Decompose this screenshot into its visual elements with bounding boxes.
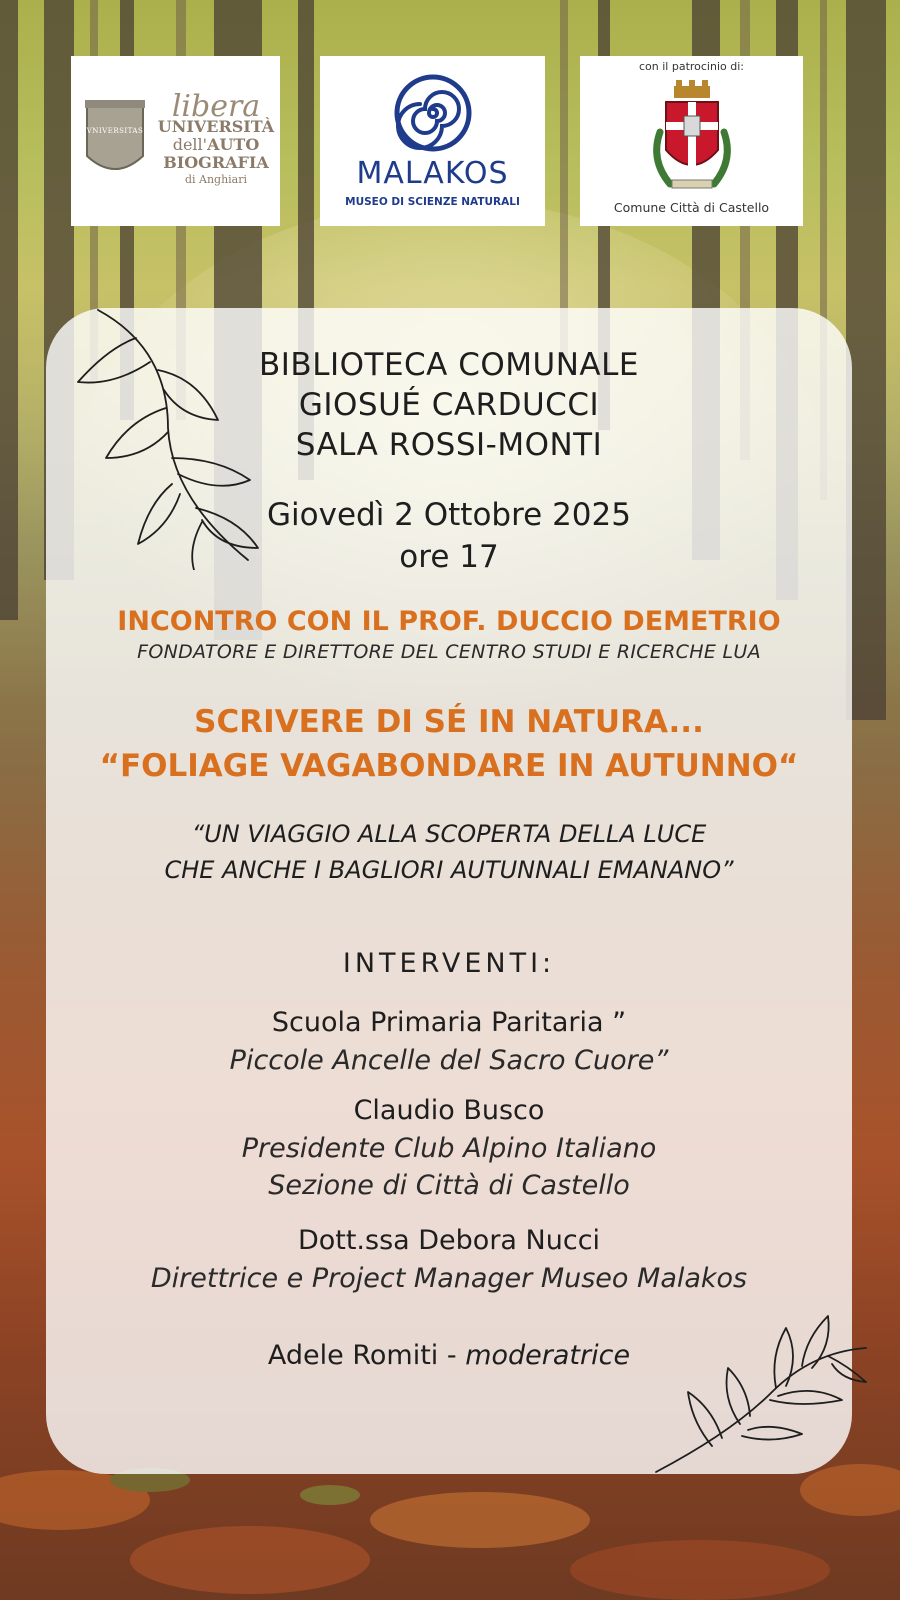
libera-shield-text: VNIVERSITAS xyxy=(86,127,144,135)
venue-line-1: BIBLIOTECA COMUNALE xyxy=(259,347,639,383)
quote-line-1: “UN VIAGGIO ALLA SCOPERTA DELLA LUCE xyxy=(191,820,707,848)
libera-logo-anghiari: di Anghiari xyxy=(184,173,248,186)
intervento-2-role: Presidente Club Alpino Italiano xyxy=(241,1133,657,1164)
comune-logo xyxy=(580,56,803,226)
libera-shield-icon xyxy=(83,98,147,182)
event-title-line-1: SCRIVERE DI SÉ IN NATURA... xyxy=(194,704,704,740)
libera-logo-dell: dell' xyxy=(172,135,208,154)
event-title-line-2: “FOLIAGE VAGABONDARE IN AUTUNNO“ xyxy=(99,748,799,784)
quote-line-2: CHE ANCHE I BAGLIORI AUTUNNALI EMANANO” xyxy=(164,856,734,884)
intervento-3-role: Direttrice e Project Manager Museo Malakos xyxy=(150,1263,748,1294)
intervento-1-role: Piccole Ancelle del Sacro Cuore” xyxy=(229,1045,669,1076)
libera-logo-biografia: BIOGRAFIA xyxy=(163,153,269,172)
moderator-name: Adele Romiti xyxy=(267,1340,439,1371)
libera-logo-universita: UNIVERSITÀ xyxy=(157,117,275,136)
intervento-2-role-2: Sezione di Città di Castello xyxy=(268,1170,630,1201)
leaf-branch-icon xyxy=(652,1312,872,1478)
libera-logo-dellauto xyxy=(157,136,275,154)
libera-universita-logo xyxy=(71,56,280,226)
patrocinio-label: con il patrocinio di: xyxy=(638,60,744,73)
intervento-2-name: Claudio Busco xyxy=(353,1095,545,1126)
comune-name: Comune Città di Castello xyxy=(613,200,770,215)
venue-line-3: SALA ROSSI-MONTI xyxy=(295,427,603,463)
speaker-subtitle: FONDATORE E DIRETTORE DEL CENTRO STUDI E RICERCHE LUA xyxy=(137,641,761,663)
event-date: Giovedì 2 Ottobre 2025 xyxy=(267,497,631,533)
moderator-separator: - xyxy=(438,1340,466,1371)
venue-line-2: GIOSUÉ CARDUCCI xyxy=(298,387,600,423)
intervento-3-name: Dott.ssa Debora Nucci xyxy=(297,1225,601,1256)
spiral-shell-icon xyxy=(392,72,474,154)
libera-logo-auto: AUTO xyxy=(207,135,260,154)
moderator-role: moderatrice xyxy=(465,1340,631,1371)
moderator-line xyxy=(46,1340,852,1371)
city-crest-icon xyxy=(646,80,738,198)
intervento-1-name: Scuola Primaria Paritaria ” xyxy=(271,1007,627,1038)
malakos-name: MALAKOS xyxy=(356,156,509,191)
malakos-logo xyxy=(320,56,545,226)
speaker-title: INCONTRO CON IL PROF. DUCCIO DEMETRIO xyxy=(117,606,781,637)
interventi-heading: INTERVENTI: xyxy=(342,948,556,979)
malakos-subtitle: MUSEO DI SCIENZE NATURALI xyxy=(345,196,520,208)
libera-logo-word: libera xyxy=(171,89,261,124)
event-time: ore 17 xyxy=(399,539,499,575)
